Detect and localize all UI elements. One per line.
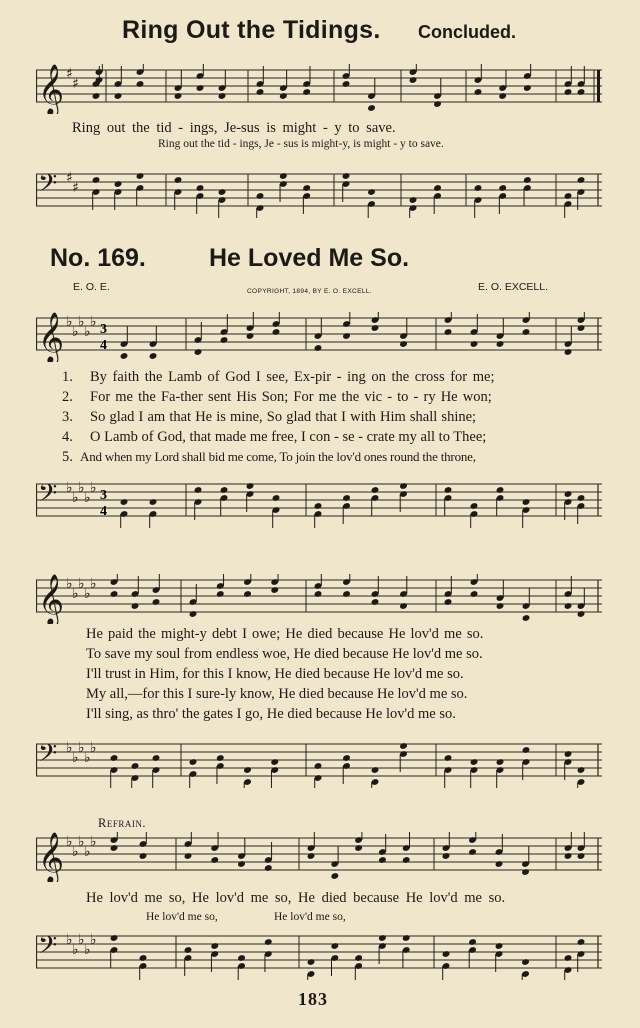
svg-text:♭: ♭ <box>90 480 97 496</box>
svg-text:♭: ♭ <box>72 844 79 860</box>
svg-text:♭: ♭ <box>90 932 97 948</box>
svg-text:♭: ♭ <box>66 740 73 756</box>
staff-treble-2 <box>36 312 602 362</box>
svg-text:♭: ♭ <box>66 834 73 850</box>
svg-text:♭: ♭ <box>90 740 97 756</box>
svg-text:𝄢: 𝄢 <box>38 169 58 204</box>
verse-line: He paid the might-y debt I owe; He died because He lov'd me so. <box>86 626 484 642</box>
lyric-echo: Ring out the tid - ings, Je - sus is might-y, is might - y to save. <box>158 138 444 150</box>
staff-bass-3 <box>36 738 602 788</box>
verse-number: 3. <box>62 409 73 425</box>
svg-text:4: 4 <box>100 338 107 353</box>
svg-text:♭: ♭ <box>78 576 85 592</box>
svg-text:♭: ♭ <box>78 480 85 496</box>
lyric-main: Ring out the tid - ings, Je-sus is might - y to save. <box>72 120 396 136</box>
svg-text:♭: ♭ <box>90 314 97 330</box>
page-number: 183 <box>298 989 328 1009</box>
staff-treble-4 <box>36 832 602 882</box>
verse-line: I'll trust in Him, for this I know, He died because He lov'd me so. <box>86 666 464 682</box>
svg-text:3: 3 <box>100 322 107 337</box>
svg-text:𝄞: 𝄞 <box>38 574 65 624</box>
svg-text:♯: ♯ <box>72 180 79 196</box>
svg-text:♭: ♭ <box>84 942 91 958</box>
svg-text:♭: ♭ <box>78 740 85 756</box>
svg-text:𝄢: 𝄢 <box>38 931 58 966</box>
svg-text:𝄞: 𝄞 <box>38 64 65 114</box>
staff-treble-1 <box>36 64 602 114</box>
verse-line: To save my soul from endless woe, He died because He lov'd me so. <box>86 646 483 662</box>
svg-text:♭: ♭ <box>72 586 79 602</box>
verse-line: For me the Fa-ther sent His Son; For me the vic - to - ry He won; <box>90 389 492 405</box>
copyright-line: COPYRIGHT, 1894, BY E. O. EXCELL. <box>247 288 372 295</box>
svg-text:♭: ♭ <box>90 834 97 850</box>
svg-text:♭: ♭ <box>66 314 73 330</box>
svg-text:♭: ♭ <box>66 576 73 592</box>
staff-bass-2 <box>36 478 602 528</box>
svg-text:♭: ♭ <box>72 942 79 958</box>
svg-text:♭: ♭ <box>72 490 79 506</box>
svg-text:♭: ♭ <box>66 932 73 948</box>
svg-text:♭: ♭ <box>78 834 85 850</box>
hymn-title-2: He Loved Me So. <box>209 244 410 272</box>
svg-text:♭: ♭ <box>78 932 85 948</box>
refrain-label: Refrain. <box>98 816 146 830</box>
verse-line: And when my Lord shall bid me come, To join the lov'd ones round the throne, <box>80 449 476 464</box>
verse-line: My all,—for this I sure-ly know, He died because He lov'd me so. <box>86 686 468 702</box>
svg-text:♭: ♭ <box>84 586 91 602</box>
verse-number: 5. <box>62 449 73 465</box>
hymn-number: No. 169. <box>50 244 146 272</box>
svg-text:♭: ♭ <box>72 750 79 766</box>
verse-line: O Lamb of God, that made me free, I con - se - crate my all to Thee; <box>90 429 487 445</box>
svg-text:3: 3 <box>100 488 107 503</box>
svg-text:♭: ♭ <box>84 750 91 766</box>
svg-text:♭: ♭ <box>84 844 91 860</box>
staff-treble-3 <box>36 574 602 624</box>
verse-number: 1. <box>62 369 73 385</box>
refrain-echo: He lov'd me so, <box>146 911 218 923</box>
hymn-status: Concluded. <box>418 22 516 42</box>
svg-text:♯: ♯ <box>66 66 73 82</box>
verse-number: 4. <box>62 429 73 445</box>
svg-text:𝄢: 𝄢 <box>38 739 58 774</box>
verse-number: 2. <box>62 389 73 405</box>
staff-bass-4 <box>36 930 602 980</box>
svg-text:♭: ♭ <box>90 576 97 592</box>
svg-text:♭: ♭ <box>84 490 91 506</box>
svg-text:♯: ♯ <box>72 76 79 92</box>
verse-line: By faith the Lamb of God I see, Ex-pir - ing on the cross for me; <box>90 369 495 385</box>
composer-credit: E. O. EXCELL. <box>478 281 549 293</box>
svg-text:𝄢: 𝄢 <box>38 479 58 514</box>
svg-text:♭: ♭ <box>66 480 73 496</box>
verse-line: I'll sing, as thro' the gates I go, He died because He lov'd me so. <box>86 706 456 722</box>
svg-text:♭: ♭ <box>84 324 91 340</box>
svg-text:4: 4 <box>100 504 107 519</box>
author-credit: E. O. E. <box>73 281 110 293</box>
svg-text:♯: ♯ <box>66 170 73 186</box>
svg-text:𝄞: 𝄞 <box>38 832 65 882</box>
svg-text:♭: ♭ <box>72 324 79 340</box>
verse-line: So glad I am that He is mine, So glad that I with Him shall shine; <box>90 409 477 425</box>
svg-text:𝄞: 𝄞 <box>38 312 65 362</box>
staff-bass-1 <box>36 168 602 218</box>
svg-text:♭: ♭ <box>78 314 85 330</box>
hymn-title: Ring Out the Tidings. <box>122 16 381 44</box>
refrain-line: He lov'd me so, He lov'd me so, He died because He lov'd me so. <box>86 890 506 906</box>
refrain-echo: He lov'd me so, <box>274 911 346 923</box>
